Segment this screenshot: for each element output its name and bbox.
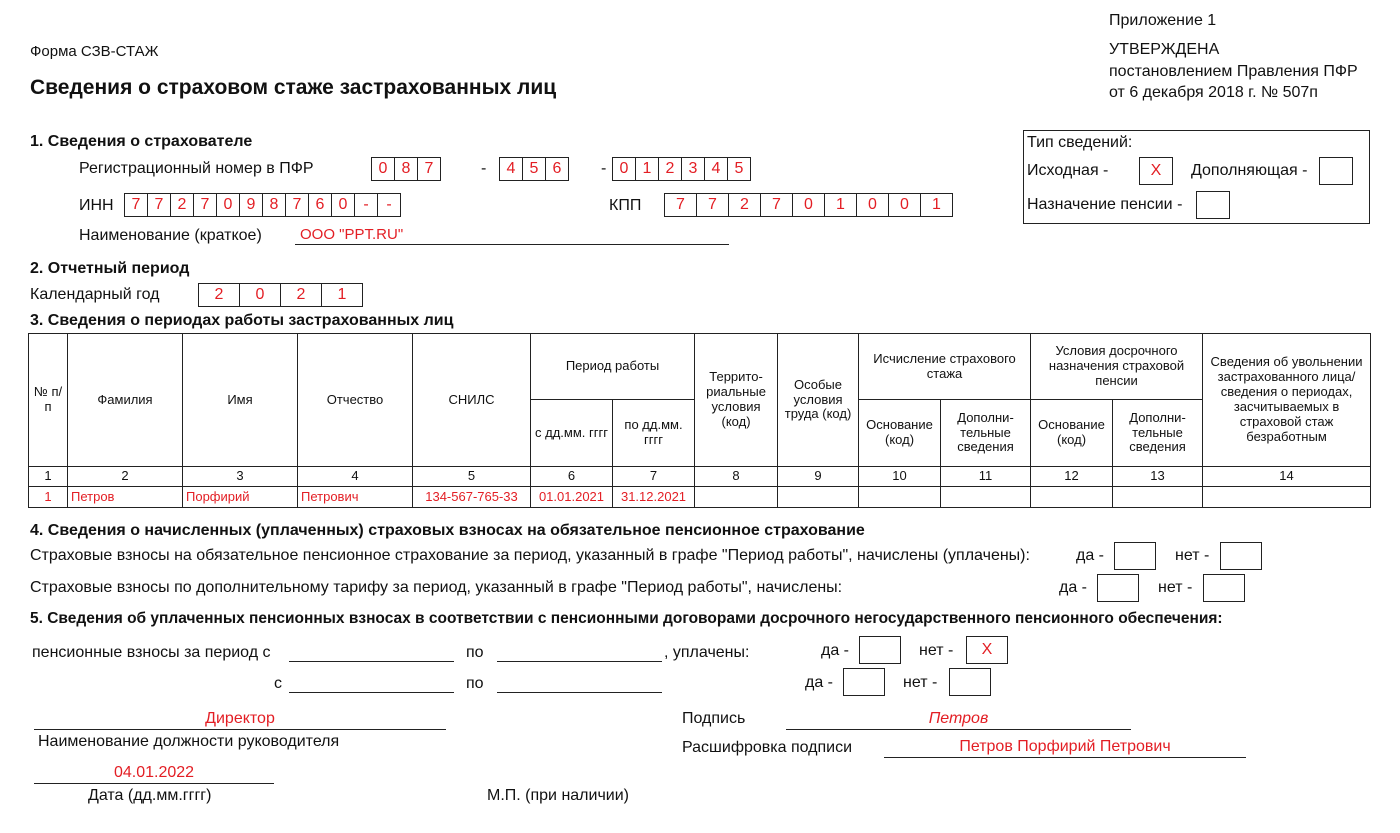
- kpp-cell: 0: [792, 193, 825, 217]
- col-header-calc-extra: Дополни-тельные сведения: [941, 400, 1031, 467]
- inn-cell: 9: [239, 193, 263, 217]
- signature-value: Петров: [928, 710, 989, 727]
- inn-cell: 0: [216, 193, 240, 217]
- row-early-extra: [1113, 487, 1203, 508]
- col-header-calc: Исчисление страхового стажа: [859, 334, 1031, 400]
- s5-line1-prefix: пенсионные взносы за период с: [32, 644, 271, 661]
- s5-line1-no-checkbox[interactable]: X: [966, 636, 1008, 664]
- row-surname: Петров: [68, 487, 183, 508]
- section1-heading: 1. Сведения о страхователе: [30, 133, 253, 150]
- org-name-underline: [295, 244, 729, 245]
- row-calc-extra: [941, 487, 1031, 508]
- reg-number-part1[interactable]: [371, 157, 441, 181]
- kpp-cell: 7: [760, 193, 793, 217]
- year-cell: 1: [321, 283, 363, 307]
- info-type-title: Тип сведений:: [1027, 134, 1133, 151]
- col-number: 5: [413, 467, 531, 487]
- approved-date: от 6 декабря 2018 г. № 507п: [1109, 84, 1318, 101]
- year-label: Календарный год: [30, 286, 160, 303]
- section3-heading: 3. Сведения о периодах работы застрахованных лиц: [30, 312, 454, 329]
- col-header-surname: Фамилия: [68, 334, 183, 467]
- kpp-field[interactable]: [664, 193, 953, 217]
- decode-underline: [884, 757, 1246, 758]
- s4-line1-yes-label: да -: [1076, 547, 1105, 564]
- s4-line1-no-checkbox[interactable]: [1220, 542, 1262, 570]
- s5-line2-to-field[interactable]: [497, 692, 662, 693]
- col-header-patronymic: Отчество: [298, 334, 413, 467]
- s4-line2-yes-checkbox[interactable]: [1097, 574, 1139, 602]
- inn-cell: 7: [124, 193, 148, 217]
- col-header-calc-basis: Основание (код): [859, 400, 941, 467]
- year-cell: 0: [239, 283, 281, 307]
- reg-cell: 0: [612, 157, 636, 181]
- row-calc-basis: [859, 487, 941, 508]
- col-number: 13: [1113, 467, 1203, 487]
- s5-line2-from-label: с: [274, 675, 282, 692]
- reg-cell: 7: [417, 157, 441, 181]
- row-snils: 134-567-765-33: [413, 487, 531, 508]
- inn-cell: -: [377, 193, 401, 217]
- year-cell: 2: [280, 283, 322, 307]
- inn-cell: 8: [262, 193, 286, 217]
- supplement-checkbox[interactable]: [1319, 157, 1353, 185]
- kpp-label: КПП: [609, 197, 642, 214]
- section5-heading: 5. Сведения об уплаченных пенсионных взносах в соответствии с пенсионными договорами досрочного негосударственного пенсионного обеспечения:: [30, 610, 1223, 627]
- reg-cell: 4: [499, 157, 523, 181]
- s4-line2-no-label: нет -: [1158, 579, 1193, 596]
- col-number: 12: [1031, 467, 1113, 487]
- kpp-cell: 1: [920, 193, 953, 217]
- col-header-name: Имя: [183, 334, 298, 467]
- reg-cell: 2: [658, 157, 682, 181]
- col-header-special: Особые условия труда (код): [778, 334, 859, 467]
- col-number: 10: [859, 467, 941, 487]
- row-special: [778, 487, 859, 508]
- reg-cell: 1: [635, 157, 659, 181]
- inn-cell: 0: [331, 193, 355, 217]
- position-label: Наименование должности руководителя: [38, 733, 340, 750]
- col-header-to: по дд.мм. гггг: [613, 400, 695, 467]
- kpp-cell: 7: [696, 193, 729, 217]
- col-number: 8: [695, 467, 778, 487]
- inn-cell: 7: [285, 193, 309, 217]
- s4-line2-yes-label: да -: [1059, 579, 1088, 596]
- s5-line1-yes-label: да -: [821, 642, 850, 659]
- row-territorial: [695, 487, 778, 508]
- reg-cell: 5: [522, 157, 546, 181]
- col-number: 7: [613, 467, 695, 487]
- col-number: 14: [1203, 467, 1371, 487]
- s5-line1-from-field[interactable]: [289, 661, 454, 662]
- s4-line1-yes-checkbox[interactable]: [1114, 542, 1156, 570]
- col-header-early-extra: Дополни-тельные сведения: [1113, 400, 1203, 467]
- col-header-early: Условия досрочного назначения страховой пенсии: [1031, 334, 1203, 400]
- row-num: 1: [29, 487, 68, 508]
- s5-line2-yes-checkbox[interactable]: [843, 668, 885, 696]
- section4-line2: Страховые взносы по дополнительному тарифу за период, указанный в графе "Период работы", начислены:: [30, 579, 843, 596]
- year-cell: 2: [198, 283, 240, 307]
- pension-label: Назначение пенсии -: [1027, 196, 1183, 213]
- row-early-basis: [1031, 487, 1113, 508]
- col-number: 2: [68, 467, 183, 487]
- row-patronymic: Петрович: [298, 487, 413, 508]
- reg-number-part3[interactable]: [612, 157, 751, 181]
- kpp-cell: 2: [728, 193, 761, 217]
- pension-checkbox[interactable]: [1196, 191, 1230, 219]
- reg-cell: 3: [681, 157, 705, 181]
- inn-cell: 2: [170, 193, 194, 217]
- original-checkbox[interactable]: X: [1139, 157, 1173, 185]
- work-periods-table: [28, 333, 1371, 508]
- reg-cell: 6: [545, 157, 569, 181]
- org-name-label: Наименование (краткое): [79, 227, 262, 244]
- inn-field[interactable]: [124, 193, 401, 217]
- col-number: 4: [298, 467, 413, 487]
- section4-heading: 4. Сведения о начисленных (уплаченных) страховых взносах на обязательное пенсионное страхование: [30, 522, 865, 539]
- appendix-label: Приложение 1: [1109, 12, 1217, 29]
- row-dismissal: [1203, 487, 1371, 508]
- row-from: 01.01.2021: [531, 487, 613, 508]
- reg-dash: -: [481, 160, 487, 177]
- org-name-value: ООО "PPT.RU": [300, 226, 404, 243]
- inn-label: ИНН: [79, 197, 114, 214]
- year-field[interactable]: [198, 283, 363, 307]
- position-value: Директор: [205, 710, 275, 727]
- col-header-period: Период работы: [531, 334, 695, 400]
- form-name: Форма СЗВ-СТАЖ: [30, 43, 159, 60]
- col-header-num: № п/п: [29, 334, 68, 467]
- s5-line2-to-label: по: [466, 675, 484, 692]
- page-title: Сведения о страховом стаже застрахованных лиц: [30, 76, 557, 99]
- table-row[interactable]: [29, 487, 1371, 508]
- s4-line2-no-checkbox[interactable]: [1203, 574, 1245, 602]
- reg-cell: 8: [394, 157, 418, 181]
- reg-cell: 5: [727, 157, 751, 181]
- reg-number-part2[interactable]: [499, 157, 569, 181]
- col-header-territorial: Террито-риальные условия (код): [695, 334, 778, 467]
- signature-label: Подпись: [682, 710, 746, 727]
- kpp-cell: 0: [856, 193, 889, 217]
- s5-line1-no-label: нет -: [919, 642, 954, 659]
- s5-line2-no-checkbox[interactable]: [949, 668, 991, 696]
- col-header-from: с дд.мм. гггг: [531, 400, 613, 467]
- col-number: 11: [941, 467, 1031, 487]
- reg-number-label: Регистрационный номер в ПФР: [79, 160, 314, 177]
- row-name: Порфирий: [183, 487, 298, 508]
- inn-cell: 6: [308, 193, 332, 217]
- kpp-cell: 7: [664, 193, 697, 217]
- decode-value: Петров Порфирий Петрович: [959, 738, 1171, 755]
- section2-heading: 2. Отчетный период: [30, 260, 190, 277]
- col-number: 9: [778, 467, 859, 487]
- position-underline: [34, 729, 446, 730]
- approved-by: постановлением Правления ПФР: [1109, 63, 1358, 80]
- signature-underline[interactable]: [786, 729, 1131, 730]
- s5-line1-to-field[interactable]: [497, 661, 662, 662]
- inn-cell: 7: [147, 193, 171, 217]
- kpp-cell: 0: [888, 193, 921, 217]
- column-number-row: [29, 467, 1371, 487]
- s5-line1-to-label: по: [466, 644, 484, 661]
- stamp-label: М.П. (при наличии): [487, 787, 629, 804]
- date-value: 04.01.2022: [113, 764, 195, 781]
- s5-paid-label: , уплачены:: [664, 644, 750, 661]
- row-to: 31.12.2021: [613, 487, 695, 508]
- date-label: Дата (дд.мм.гггг): [88, 787, 212, 804]
- col-number: 6: [531, 467, 613, 487]
- reg-cell: 4: [704, 157, 728, 181]
- approved-label: УТВЕРЖДЕНА: [1109, 41, 1220, 58]
- s4-line1-no-label: нет -: [1175, 547, 1210, 564]
- section4-line1: Страховые взносы на обязательное пенсионное страхование за период, указанный в графе "Период работы", начислены (уплачены):: [30, 547, 1030, 564]
- inn-cell: 7: [193, 193, 217, 217]
- supplement-label: Дополняющая -: [1191, 162, 1308, 179]
- col-header-snils: СНИЛС: [413, 334, 531, 467]
- s5-line2-yes-label: да -: [805, 674, 834, 691]
- reg-dash: -: [601, 160, 607, 177]
- inn-cell: -: [354, 193, 378, 217]
- decode-label: Расшифровка подписи: [682, 739, 853, 756]
- original-label: Исходная -: [1027, 162, 1109, 179]
- date-underline: [34, 783, 274, 784]
- s5-line2-from-field[interactable]: [289, 692, 454, 693]
- s5-line1-yes-checkbox[interactable]: [859, 636, 901, 664]
- col-header-dismissal: Сведения об увольнении застрахованного лица/ сведения о периодах, засчитываемых в страховой стаж безработным: [1203, 334, 1371, 467]
- col-number: 3: [183, 467, 298, 487]
- s5-line2-no-label: нет -: [903, 674, 938, 691]
- reg-cell: 0: [371, 157, 395, 181]
- col-number: 1: [29, 467, 68, 487]
- kpp-cell: 1: [824, 193, 857, 217]
- col-header-early-basis: Основание (код): [1031, 400, 1113, 467]
